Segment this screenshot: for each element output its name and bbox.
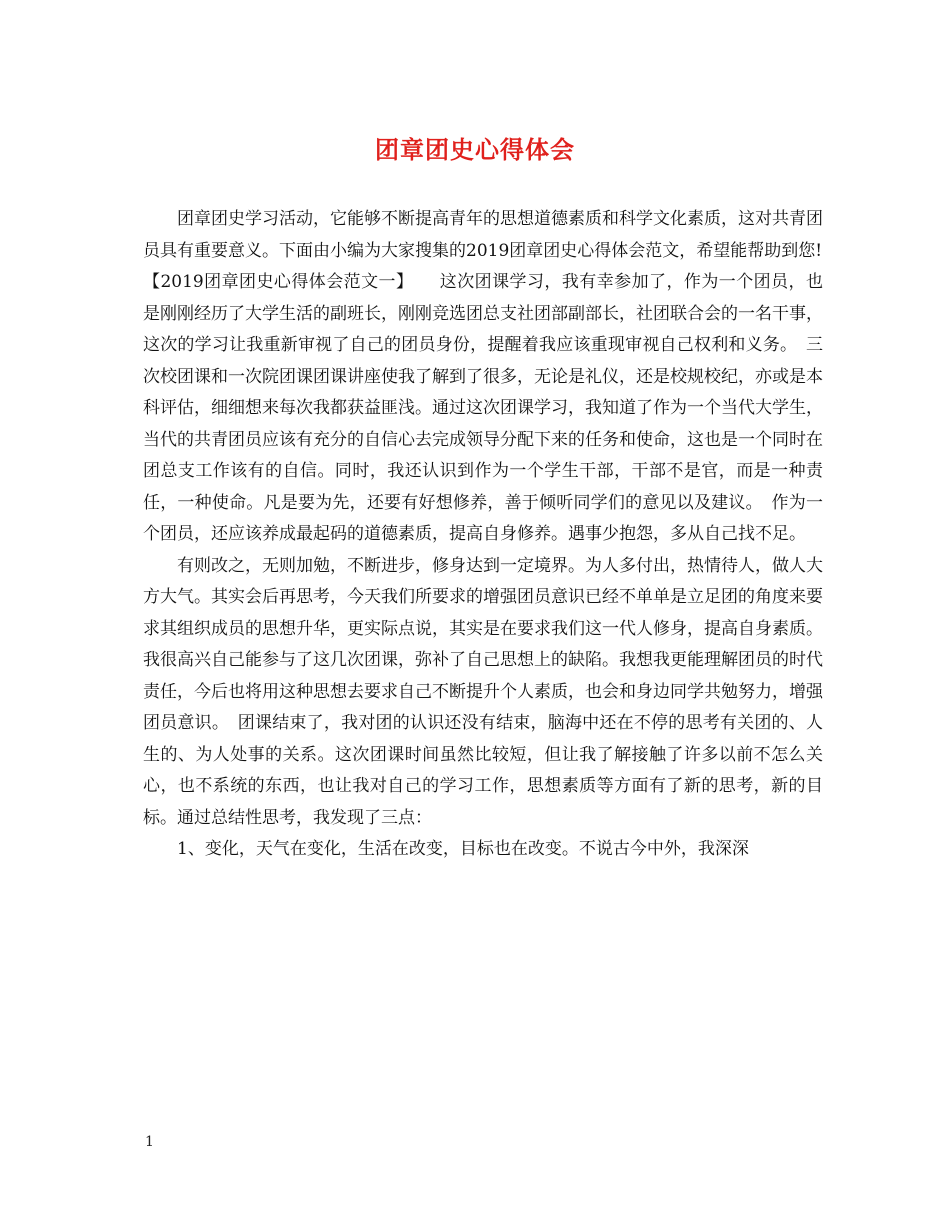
paragraph-intro: 团章团史学习活动，它能够不断提高青年的思想道德素质和科学文化素质，这对共青团员具有重要意义。下面由小编为大家搜集的2019团章团史心得体会范文，希望能帮助到您! [143, 209, 823, 261]
paragraph-point-one: 1、变化，天气在变化，生活在改变，目标也在改变。不说古今中外，我深深 [177, 839, 749, 859]
page-number: 1 [145, 1134, 154, 1150]
document-body [143, 204, 823, 866]
paragraph-improvement: 有则改之，无则加勉，不断进步，修身达到一定境界。为人多付出，热情待人，做人大方大气。其实会后再思考，今天我们所要求的增强团员意识已经不单单是立足团的角度来要求其组织成员的思想升华，更实际点说，其实是在要求我们这一代人修身，提高自身素质。我很高兴自己能参与了这几次团课，弥补了自己思想上的缺陷。我想我更能理解团员的时代责任，今后也将用这种思想去要求自己不断提升个人素质，也会和身边同学共勉努力，增强团员意识。 团课结束了，我对团的认识还没有结束，脑海中还在不停的思考有关团的、人生的、为人处事的关系。这次团课时间虽然比较短，但让我了解接触了许多以前不怎么关心，也不系统的东西，也让我对自己的学习工作，思想素质等方面有了新的思考，新的目标。通过总结性思考，我发现了三点： [143, 555, 823, 828]
paragraph-essay-one: 【2019团章团史心得体会范文一】 这次团课学习，我有幸参加了，作为一个团员，也是刚刚经历了大学生活的副班长，刚刚竞选团总支社团部副部长，社团联合会的一名干事，这次的学习让我重新审视了自己的团员身份，提醒着我应该重现审视自己权利和义务。 三次校团课和一次院团课团课讲座使我了解到了很多，无论是礼仪，还是校规校纪，亦或是本科评估，细细想来每次我都获益匪浅。通过这次团课学习，我知道了作为一个当代大学生，当代的共青团员应该有充分的自信心去完成领导分配下来的任务和使命，这也是一个同时在团总支工作该有的自信。同时，我还认识到作为一个学生干部，干部不是官，而是一种责任，一种使命。凡是要为先，还要有好想修养，善于倾听同学们的意见以及建议。 作为一个团员，还应该养成最起码的道德素质，提高自身修养。遇事少抱怨，多从自己找不足。 [143, 272, 823, 544]
document-title: 团章团史心得体会 [375, 135, 575, 164]
